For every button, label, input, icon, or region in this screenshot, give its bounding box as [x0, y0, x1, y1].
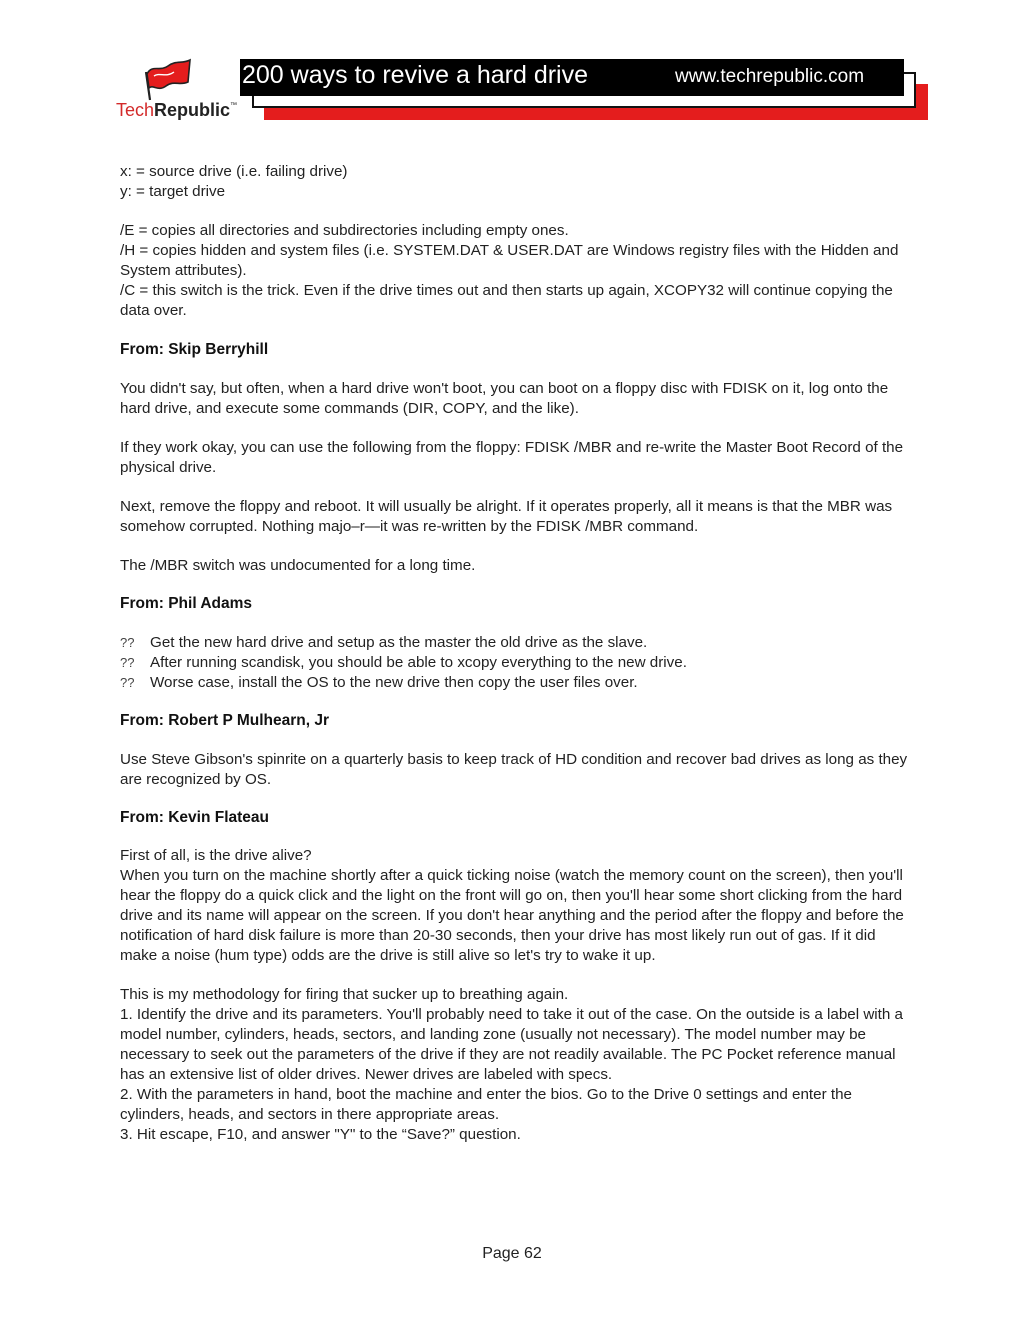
paragraph: /E = copies all directories and subdirectories including empty ones. [120, 222, 569, 239]
paragraph: Use Steve Gibson's spinrite on a quarterly basis to keep track of HD condition and recover bad drives as long as they are recognized by OS. [120, 751, 908, 788]
paragraph: 1. Identify the drive and its parameters. You'll probably need to take it out of the case. On the outside is a label with a model number, cylinders, heads, sectors, and landing zone (usually not necessary). The model number may be necessary to seek out the parameters of the drive if they are not readily available. The PC Pocket reference manual has an extensive list of older drives. Newer drives are labeled with specs. [120, 1006, 904, 1083]
section-heading: From: Phil Adams [120, 595, 253, 612]
logo-republic: Republic [154, 100, 231, 120]
page-number: Page 62 [482, 1245, 542, 1262]
list-item [120, 633, 910, 653]
bullet-marker: ?? [120, 635, 135, 650]
section-heading: From: Kevin Flateau [120, 809, 269, 826]
list-item-text: Worse case, install the OS to the new drive then copy the user files over. [150, 674, 638, 691]
logo-tech: Tech [116, 100, 155, 120]
paragraph: When you turn on the machine shortly after a quick ticking noise (watch the memory count on the screen), then you'll hear the floppy do a quick click and the light on the front will go on, then you'll hear some short clicking from the hard drive and its name will appear on the screen. If you don't hear anything and the period after the floppy and before the notification of hard disk failure is more than 20-30 seconds, then your drive has most likely run out of gas. If it did make a noise (hum type) odds are the drive is still alive so let's try to wake it up. [120, 867, 904, 964]
paragraph: First of all, is the drive alive? [120, 847, 312, 864]
bullet-marker: ?? [120, 675, 135, 690]
logo-trademark: ™ [230, 102, 238, 109]
page-content [120, 162, 910, 1145]
section-heading: From: Robert P Mulhearn, Jr [120, 712, 329, 729]
document-title: 200 ways to revive a hard drive [242, 61, 589, 89]
bullet-list [120, 633, 910, 693]
logo-wordmark [116, 100, 237, 121]
paragraph: This is my methodology for firing that sucker up to breathing again. [120, 986, 569, 1003]
techrepublic-logo [116, 58, 236, 128]
paragraph: Next, remove the floppy and reboot. It will usually be alright. If it operates properly, all it means is that the MBR was somehow corrupted. Nothing majo–r—it was re-written by the FDISK /MBR command. [120, 498, 893, 535]
paragraph: x: = source drive (i.e. failing drive) [120, 163, 348, 180]
paragraph: You didn't say, but often, when a hard drive won't boot, you can boot on a floppy disc with FDISK on it, log onto the hard drive, and execute some commands (DIR, COPY, and the like). [120, 380, 889, 417]
list-item-text: Get the new hard drive and setup as the master the old drive as the slave. [150, 634, 648, 651]
paragraph: If they work okay, you can use the following from the floppy: FDISK /MBR and re-write the Master Boot Record of the physical drive. [120, 439, 904, 476]
section-heading: From: Skip Berryhill [120, 341, 269, 358]
list-item-text: After running scandisk, you should be able to xcopy everything to the new drive. [150, 654, 687, 671]
list-item [120, 673, 910, 693]
flag-icon [144, 58, 194, 102]
paragraph: 3. Hit escape, F10, and answer "Y" to the “Save?” question. [120, 1126, 521, 1143]
site-url: www.techrepublic.com [675, 66, 865, 87]
bullet-marker: ?? [120, 655, 135, 670]
list-item [120, 653, 910, 673]
paragraph: /C = this switch is the trick. Even if the drive times out and then starts up again, XCOPY32 will continue copying the data over. [120, 282, 893, 319]
paragraph: 2. With the parameters in hand, boot the machine and enter the bios. Go to the Drive 0 settings and enter the cylinders, heads, and sectors in there appropriate areas. [120, 1086, 852, 1123]
paragraph: The /MBR switch was undocumented for a long time. [120, 557, 476, 574]
paragraph: /H = copies hidden and system files (i.e. SYSTEM.DAT & USER.DAT are Windows registry files with the Hidden and System attributes). [120, 242, 899, 279]
paragraph: y: = target drive [120, 183, 226, 200]
